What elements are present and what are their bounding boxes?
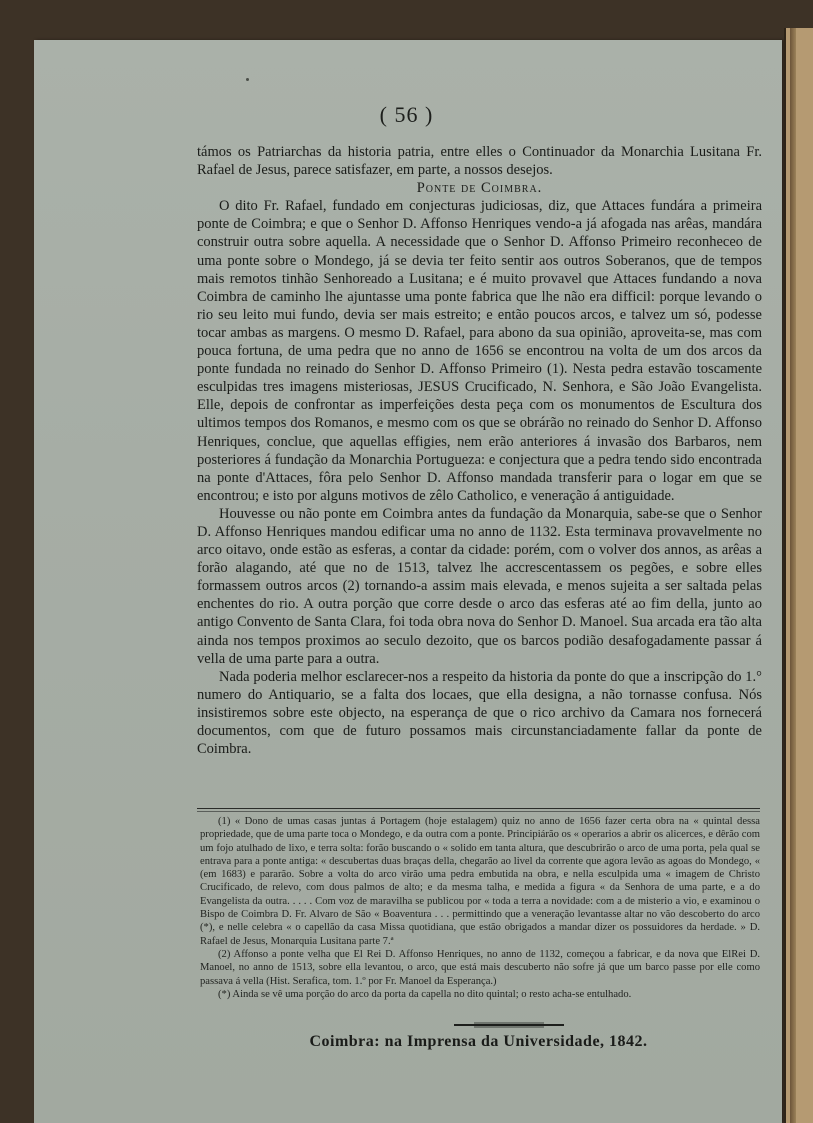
paragraph-monarquia: Houvesse ou não ponte em Coimbra antes da fundação da Monarquia, sabe-se que o Senhor D. Affonso Henriques mandou edificar uma no anno de 1132. Esta terminava provavelmente no arco oitavo, onde estão as esferas, a contar da cidade: porém, com o volver dos annos, as arêas a forão alagando, até que no de 1513, talvez lhe accrescentassem os pegões, e sobre elles formassem outros arcos (2) tornando-a assim mais elevada, e menos sujeita a ser saltada pelas enchentes do rio. A outra porção que corre desde o arco das esferas até ao fim della, junto ao antigo Convento de Santa Clara, foi toda obra nova do Senhor D. Manoel. Sua arcada era tão alta ainda nos tempos proximos ao seculo dezoito, que os barcos podião desafogadamente passar á vella de uma parte para a outra. [197,505,762,667]
footnotes [200,815,760,1001]
adjacent-page-edge [784,28,813,1123]
paragraph-fr-rafael: O dito Fr. Rafael, fundado em conjecturas judiciosas, diz, que Attaces fundára a primeira ponte de Coimbra; e que o Senhor D. Affonso Henriques vendo-a já afogada nas arêas, mandára construir outra sobre aquella. A necessidade que o Senhor D. Affonso Primeiro reconheceo de uma ponte sobre o Mondego, já se devia ter feito sentir aos outros Soberanos, que de tempos mais remotos tinhão Senhoreado a Lusitana; e é muito provavel que Attaces fundando a nova Coimbra de caminho lhe ajuntasse uma ponte fabrica que lhe não era difficil: porque levando o rio seu leito mui fundo, devia ser mais estreito; e então poucos arcos, e talvez um só, podesse tocar ambas as margens. O mesmo D. Rafael, para abono da sua opinião, aproveita-se, mas com pouca fortuna, de uma pedra que no anno de 1656 se encontrou na volta de um dos arcos da ponte fundada no reinado do Senhor D. Affonso Primeiro (1). Nesta pedra estavão toscamente esculpidas tres imagens misteriosas, JESUS Crucificado, N. Senhora, e São João Evangelista. Elle, depois de confrontar as imperfeições desta peça com os monumentos de Escultura dos ultimos tempos dos Romanos, e mesmo com os que se obrárão no reinado do Senhor D. Affonso Henriques, conclue, que aquellas effigies, nem erão anteriores á invasão dos Barbaros, nem posteriores á fundação da Monarchia Portugueza: e conjectura que a pedra tendo sido encontrada na ponte d'Attaces, fôra pelo Senhor D. Affonso mandada transferir para o logar em que se encontrou; e isto por alguns motivos de zêlo Catholico, e veneração á antiguidade. [197,198,762,504]
footnote-1: (1) « Dono de umas casas juntas á Portagem (hoje estalagem) quiz no anno de 1656 fazer certa obra na « quintal dessa propriedade, que de uma parte toca o Mondego, e da outra com a ponte. Principiárão os « operarios a abrir os alicerces, e dêrão com um fojo atulhado de lixo, e terra solta: forão buscando o « solido em tanta altura, que descubrirão o arco de uma porta, pela qual se entrava para a ponte antiga: « descubertas duas braças della, chegarão ao livel da corrente que agora levão as agoas do Mondego, « (em 1683) e pararão. Sobre a volta do arco virão uma pedra embutida na obra, e nella esculpida uma « imagem de Christo Crucificado, de relevo, com dous palmos de alto; e da mesma talha, e medida a figura « da Senhora de uma parte, e a do Evangelista da outra. . . . . Com voz de maravilha se publicou por « toda a terra a novidade: com a de misterio a vio, e examinou o Bispo de Coimbra D. Fr. Alvaro de São « Boaventura . . . permittindo que a veneração levantasse altar no vão descoberto do arco (*), e nelle celebra « o capellão da casa Missa quotidiana, que estão obrigados a mandar dizer os possuidores da herdade. » D. Rafael de Jesus, Monarquia Lusitana parte 7.ª [200,816,760,947]
footnote-divider-thin [197,811,760,812]
paragraph-inscription: Nada poderia melhor esclarecer-nos a respeito da historia da ponte do que a inscripção do 1.° numero do Antiquario, se a falta dos locaes, que ella designa, a não tornasse confusa. Nós insistiremos sobre este objecto, na esperança de que o rico archivo da Camara nos fornecerá documentos, com que de futuro possamos mais circunstanciadamente fallar da ponte de Coimbra. [197,668,762,758]
paper-speck [246,78,249,81]
footnote-3: (*) Ainda se vê uma porção do arco da porta da capella no dito quintal; o resto acha-se entulhado. [218,988,632,1000]
binding-shadow [790,28,796,1123]
page-number: ( 56 ) [379,102,434,127]
main-text [197,143,762,758]
footnote-2: (2) Affonso a ponte velha que El Rei D. Affonso Henriques, no anno de 1132, começou a fabricar, e da nova que ElRei D. Manoel, no anno de 1513, sobre ella levantou, o arco, que está mais descuberto não sofre já que um barco passe por elle como passava á vella (Hist. Serafica, tom. 1.º por Fr. Manoel da Esperança.) [200,948,760,987]
ornament-rule [454,1022,564,1028]
paragraph-intro: támos os Patriarchas da historia patria, entre elles o Continuador da Monarchia Lusitana Fr. Rafael de Jesus, parece satisfazer, em parte, a nossos desejos. [197,144,762,179]
imprint-line: Coimbra: na Imprensa da Universidade, 1842. [309,1033,648,1050]
footnote-divider [197,808,760,809]
section-title: Ponte de Coimbra. [416,180,543,197]
